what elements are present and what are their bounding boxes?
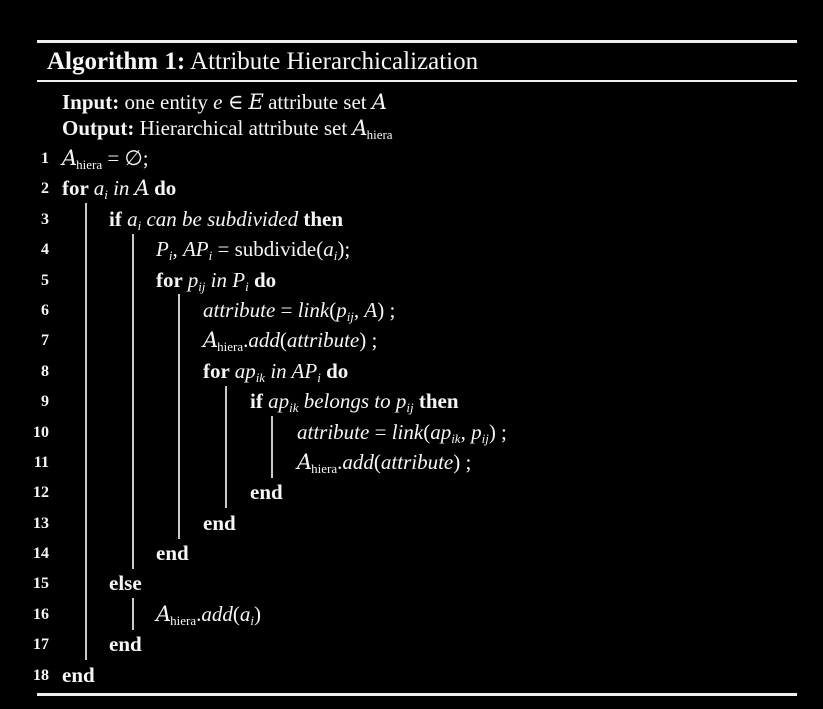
code-segment: A	[364, 297, 378, 322]
code-segment: for	[203, 358, 235, 383]
line-number: 17	[33, 636, 49, 654]
code-segment: = ∅;	[102, 146, 149, 170]
code-segment: if	[109, 206, 128, 231]
code-segment: i	[104, 187, 108, 203]
line-number: 18	[33, 666, 49, 684]
code-segment: a	[239, 601, 251, 626]
code-segment: A	[156, 601, 171, 626]
code-segment: i	[208, 248, 213, 264]
code-segment: link	[297, 297, 330, 322]
statement	[203, 508, 236, 538]
code-segment: i	[317, 369, 321, 385]
indent-bar	[178, 446, 180, 477]
code-line	[37, 356, 797, 386]
code-segment: if	[250, 389, 269, 414]
code-segment: (	[232, 601, 240, 626]
code-segment: else	[109, 571, 142, 596]
line-number: 8	[41, 362, 49, 380]
indent-bar	[85, 355, 87, 386]
algorithm-figure	[33, 40, 797, 696]
code-segment: .	[196, 601, 202, 626]
statement	[156, 538, 189, 568]
indent-bar	[85, 538, 87, 569]
code-segment: p	[187, 267, 199, 292]
code-segment: end	[156, 541, 189, 566]
code-segment: ) ;	[377, 297, 396, 322]
indent-bar	[178, 507, 180, 538]
indent-bar	[225, 446, 227, 477]
code-segment: attribute set	[262, 90, 372, 114]
line-number: 12	[33, 484, 49, 502]
code-segment: i	[333, 248, 338, 264]
code-segment: attribute	[286, 328, 360, 353]
indent-bar	[132, 325, 134, 356]
indent-bar	[178, 325, 180, 356]
code-segment: add	[248, 328, 280, 353]
algorithm-title	[37, 43, 797, 80]
indent-bar	[85, 568, 87, 599]
code-segment: ij	[406, 400, 414, 416]
code-segment: for	[156, 267, 188, 292]
line-number: 1	[41, 150, 49, 167]
code-segment: in	[205, 267, 233, 292]
indent-bar	[132, 355, 134, 386]
code-line	[37, 234, 797, 264]
code-line	[33, 599, 797, 629]
indent-bar	[132, 598, 134, 629]
code-segment: (	[329, 297, 337, 322]
indent-bar	[132, 264, 134, 295]
code-segment: end	[250, 480, 283, 505]
code-segment: hiera	[217, 339, 244, 355]
statement	[109, 629, 142, 659]
code-segment: ) ;	[453, 449, 472, 474]
code-segment: add	[201, 601, 233, 626]
code-segment: Input:	[62, 90, 120, 114]
indent-bar	[132, 234, 134, 265]
code-segment: a	[93, 176, 105, 201]
code-segment: hiera	[311, 460, 338, 476]
indent-bar	[85, 598, 87, 629]
indent-bar	[85, 294, 87, 325]
indent-bar	[85, 416, 87, 447]
indent-bar	[85, 325, 87, 356]
line-number: 9	[41, 393, 49, 411]
code-segment: i	[168, 248, 173, 264]
code-line	[37, 295, 797, 325]
line-number: 3	[41, 210, 49, 228]
code-segment: ) ;	[488, 419, 507, 444]
code-segment: i	[250, 612, 255, 628]
indent-bar	[132, 386, 134, 417]
code-line	[37, 173, 797, 203]
code-segment: attribute	[380, 449, 454, 474]
code-segment: ij	[198, 278, 206, 294]
indent-bar	[132, 538, 134, 569]
code-segment: ik	[289, 400, 299, 416]
code-segment: a	[323, 237, 334, 262]
code-segment: A	[297, 449, 312, 474]
code-segment: belongs to	[298, 389, 396, 414]
code-segment: in	[107, 176, 135, 201]
code-line	[33, 417, 797, 447]
line-number: 5	[41, 271, 49, 289]
code-segment: hiera	[76, 157, 103, 172]
code-segment: ap	[268, 389, 290, 414]
code-segment: E	[248, 90, 263, 114]
code-segment: hiera	[170, 612, 197, 628]
code-segment: ap	[234, 358, 256, 383]
algorithm-title-text: Attribute Hierarchicalization	[185, 48, 479, 75]
code-segment: end	[109, 632, 142, 657]
code-line	[33, 629, 797, 659]
code-line	[37, 143, 797, 173]
code-segment: .	[337, 449, 343, 474]
code-segment: then	[413, 389, 459, 414]
code-line	[33, 568, 797, 598]
indent-bar	[85, 507, 87, 538]
code-segment: hiera	[366, 127, 393, 142]
indent-bar	[178, 477, 180, 508]
code-segment: p	[336, 297, 347, 322]
indent-bar	[85, 234, 87, 265]
indent-bar	[178, 386, 180, 417]
code-segment: A	[203, 328, 218, 353]
code-segment: p	[471, 419, 482, 444]
input-line	[37, 89, 797, 115]
code-line	[37, 265, 797, 295]
code-line	[37, 386, 797, 416]
code-segment: do	[320, 358, 349, 383]
code-segment: A	[352, 116, 367, 140]
line-number: 16	[33, 605, 49, 623]
code-segment: (	[373, 449, 381, 474]
code-segment: attribute	[203, 297, 276, 322]
line-number: 15	[33, 575, 49, 593]
code-segment: link	[391, 419, 424, 444]
line-number: 2	[41, 180, 49, 198]
code-segment: =	[275, 297, 298, 322]
indent-bar	[225, 416, 227, 447]
indent-bar	[178, 355, 180, 386]
indent-bar	[132, 477, 134, 508]
code-segment: P	[232, 267, 246, 292]
statement	[250, 477, 283, 507]
indent-bar	[132, 416, 134, 447]
code-segment: ap	[430, 419, 452, 444]
code-segment: ik	[451, 430, 461, 446]
code-segment: A	[134, 176, 149, 201]
code-segment: i	[137, 217, 142, 233]
code-segment: ik	[255, 369, 266, 385]
code-segment: (	[279, 328, 287, 353]
code-segment: ,	[353, 297, 365, 322]
statement	[109, 568, 142, 598]
code-segment: do	[248, 267, 277, 292]
code-line	[37, 204, 797, 234]
indent-bar	[85, 203, 87, 234]
code-segment: A	[371, 90, 387, 114]
indent-bar	[178, 416, 180, 447]
code-line	[33, 508, 797, 538]
code-segment: ∈	[222, 90, 249, 114]
code-segment: end	[62, 662, 95, 687]
line-number: 11	[33, 453, 49, 471]
line-number: 13	[33, 514, 49, 532]
code-line	[33, 477, 797, 507]
code-segment: AP	[182, 237, 209, 262]
code-segment: one entity	[119, 90, 214, 114]
indent-bar	[271, 446, 273, 477]
code-segment: p	[395, 389, 407, 414]
code-segment: can be subdivided	[141, 206, 304, 231]
code-segment: in	[265, 358, 292, 383]
input-output-block	[37, 82, 797, 141]
code-segment: attribute	[297, 419, 370, 444]
code-segment: ij	[481, 430, 489, 446]
indent-bar	[85, 264, 87, 295]
code-line	[33, 447, 797, 477]
line-number: 14	[33, 545, 49, 563]
code-segment: ,	[172, 237, 183, 262]
code-segment: = subdivide(	[212, 237, 324, 262]
code-segment: .	[243, 328, 249, 353]
line-number: 7	[41, 332, 49, 350]
indent-bar	[85, 386, 87, 417]
code-segment: )	[254, 601, 262, 626]
code-segment: (	[423, 419, 431, 444]
algorithm-title-label: Algorithm 1:	[47, 48, 186, 75]
line-number: 4	[41, 241, 49, 259]
code-segment: A	[62, 146, 77, 170]
code-segment: add	[342, 449, 374, 474]
code-segment: e	[213, 90, 223, 114]
indent-bar	[85, 629, 87, 660]
code-segment: i	[245, 278, 249, 294]
line-number: 6	[41, 301, 49, 319]
statement	[62, 660, 95, 690]
output-line	[37, 115, 797, 141]
line-number: 10	[33, 423, 49, 441]
code-segment: end	[203, 510, 236, 535]
code-segment: a	[127, 206, 138, 231]
code-segment: ij	[346, 308, 354, 324]
code-segment: ,	[460, 419, 472, 444]
code-line	[33, 660, 797, 690]
code-segment: AP	[291, 358, 318, 383]
indent-bar	[225, 386, 227, 417]
indent-bar	[132, 446, 134, 477]
code-segment: for	[62, 176, 94, 201]
bottom-rule	[37, 693, 797, 696]
code-segment: ) ;	[359, 328, 378, 353]
code-segment: then	[303, 206, 344, 231]
indent-bar	[132, 507, 134, 538]
code-segment: P	[156, 237, 169, 262]
code-line	[37, 325, 797, 355]
code-segment: =	[369, 419, 392, 444]
indent-bar	[225, 477, 227, 508]
indent-bar	[271, 416, 273, 447]
pseudocode-lines	[33, 141, 797, 690]
code-segment: Hierarchical attribute set	[134, 116, 353, 140]
code-segment: do	[148, 176, 177, 201]
code-line	[33, 538, 797, 568]
indent-bar	[178, 294, 180, 325]
indent-bar	[85, 477, 87, 508]
code-segment: );	[337, 237, 351, 262]
code-segment: Output:	[62, 116, 135, 140]
indent-bar	[85, 446, 87, 477]
indent-bar	[132, 294, 134, 325]
